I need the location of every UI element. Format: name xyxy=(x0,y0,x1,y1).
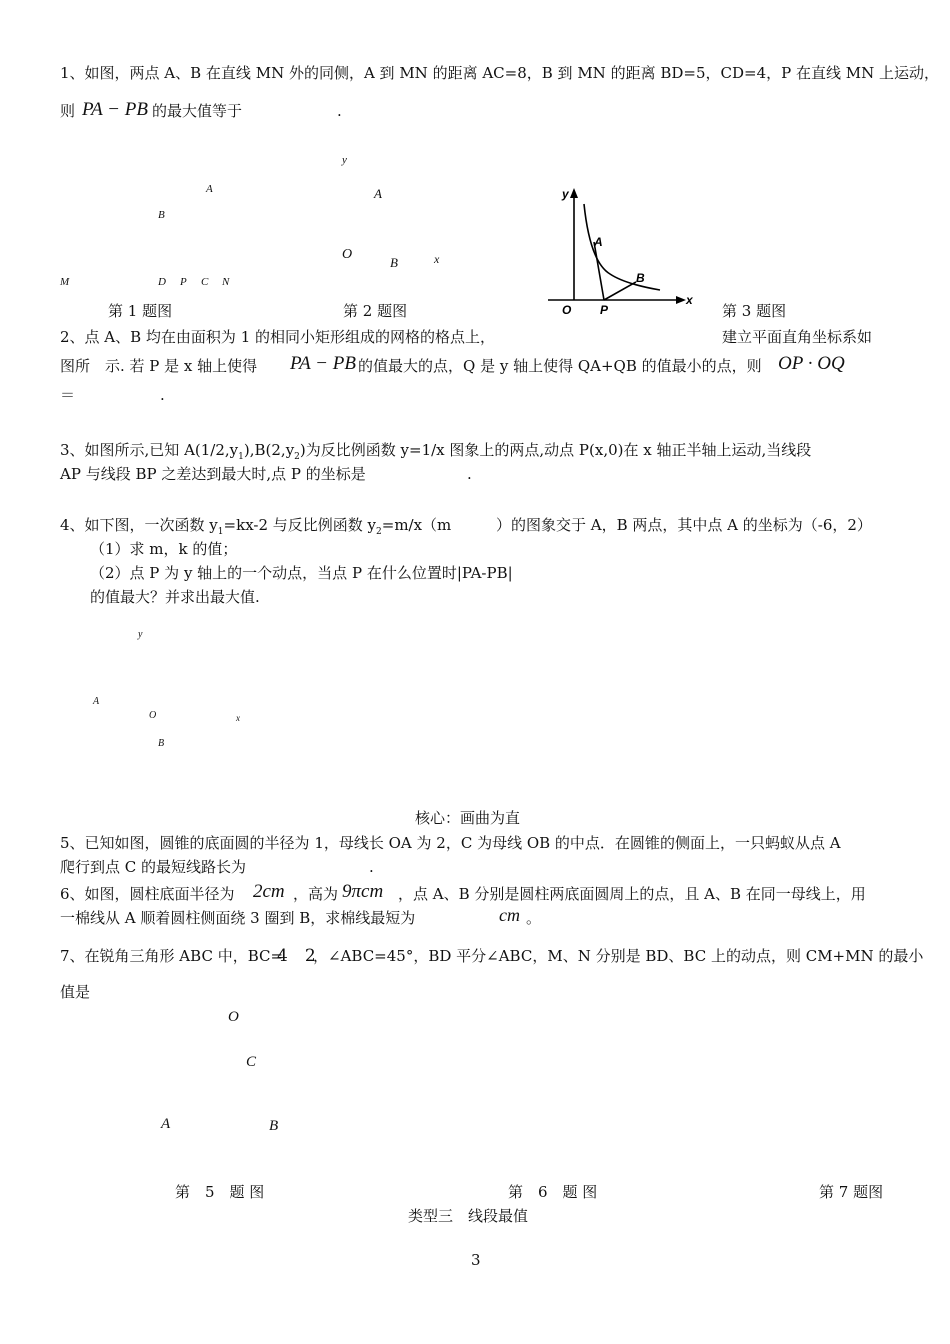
fig4-label-x: x xyxy=(236,713,240,723)
p4-line1 xyxy=(60,516,451,538)
p4-line1-d: ）的图象交于 A，B 两点，其中点 A 的坐标为（-6，2） xyxy=(496,516,872,534)
fig1-label-d: D xyxy=(158,276,166,288)
p7-line1-b: ，∠ABC=45°，BD 平分∠ABC，M、N 分别是 BD、BC 上的动点，则 CM+MN 的最小 xyxy=(313,947,924,965)
section-heading: 类型三 线段最值 xyxy=(408,1207,529,1225)
fig4-label-y: y xyxy=(138,629,143,640)
fig3-y-arrow xyxy=(570,188,578,198)
p3-line1-b: ),B(2,y xyxy=(243,441,295,459)
fig4-label-a: A xyxy=(93,696,100,707)
fig3-caption: 第 3 题图 xyxy=(722,302,787,320)
p1-line2-prefix: 则 xyxy=(60,102,76,120)
p6-line1-c: ，点 A、B 分别是圆柱两底面圆周上的点，且 A、B 在同一母线上，用 xyxy=(398,885,866,903)
p6-unit: cm xyxy=(499,905,520,925)
fig5-label-b: B xyxy=(269,1118,279,1134)
p1-end: . xyxy=(337,102,342,120)
fig2-caption: 第 2 题图 xyxy=(343,302,408,320)
fig2-label-b: B xyxy=(390,255,398,270)
p3-sub-2: 2 xyxy=(294,452,300,462)
fig3-label-a: A xyxy=(594,235,603,249)
p3-end: . xyxy=(467,465,472,483)
fig1-caption: 第 1 题图 xyxy=(108,302,173,320)
fig3-x-arrow xyxy=(676,296,686,304)
p7-line2: 值是 xyxy=(60,983,91,1001)
fig5-label-c: C xyxy=(246,1054,257,1070)
fig1-label-b: B xyxy=(158,209,165,221)
fig1-label-p: P xyxy=(180,276,187,288)
fig3-label-b: B xyxy=(636,271,645,285)
fig1-label-a: A xyxy=(206,183,213,195)
p6-line1-a: 6、如图，圆柱底面半径为 xyxy=(60,885,235,903)
p5-line2: 爬行到点 C 的最短线路长为 xyxy=(60,858,247,876)
fig2-label-o: O xyxy=(342,247,353,262)
p2-line3-end: . xyxy=(160,386,165,404)
fig3-label-y: y xyxy=(562,187,569,201)
fig7-caption: 第 7 题图 xyxy=(819,1183,884,1201)
p4-line1-a: 4、如下图，一次函数 y xyxy=(60,516,218,534)
p6-end: 。 xyxy=(526,909,542,927)
p2-line3-eq: ＝ xyxy=(60,386,76,404)
p4-sub-1: 1 xyxy=(217,527,224,537)
fig4-label-o: O xyxy=(149,710,157,721)
fig3-segment-ap xyxy=(594,242,604,300)
p4-question-3: 的值最大？并求出最大值. xyxy=(90,588,260,606)
p6-radius: 2cm xyxy=(253,881,285,902)
p4-question-2: （2）点 P 为 y 轴上的一个动点，当点 P 在什么位置时|PA-PB| xyxy=(90,564,513,582)
p2-expression-1: PA − PB xyxy=(290,353,356,374)
fig4-label-b: B xyxy=(158,738,165,749)
p4-line1-c: =m/x（m xyxy=(381,516,452,534)
p3-sub-1: 1 xyxy=(238,452,244,462)
p2-expression-2: OP · OQ xyxy=(778,353,845,374)
fig5-label-a: A xyxy=(161,1116,171,1132)
p3-line1 xyxy=(60,441,811,463)
core-heading: 核心：画曲为直 xyxy=(415,809,521,827)
p1-expression: PA − PB xyxy=(82,99,148,120)
p2-line2-a: 图所 示. 若 P 是 x 轴上使得 xyxy=(60,357,258,375)
fig1-label-c: C xyxy=(201,276,209,288)
p2-line1-b: 建立平面直角坐标系如 xyxy=(722,328,873,346)
fig3-label-p: P xyxy=(600,303,609,317)
figure-3 xyxy=(540,182,700,322)
fig3-label-o: O xyxy=(562,303,572,317)
fig1-label-n: N xyxy=(222,276,230,288)
fig2-label-x: x xyxy=(434,252,440,266)
p4-line1-b: =kx-2 与反比例函数 y xyxy=(223,516,377,534)
p2-line2-b: 的值最大的点，Q 是 y 轴上使得 QA+QB 的值最小的点，则 xyxy=(358,357,762,375)
page-number: 3 xyxy=(471,1251,481,1269)
p5-line1: 5、已知如图，圆锥的底面圆的半径为 1，母线长 OA 为 2，C 为母线 OB 的中点．在圆锥的侧面上，一只蚂蚁从点 A xyxy=(60,834,841,852)
p5-end: . xyxy=(369,858,374,876)
p3-line1-a: 3、如图所示,已知 A(1/2,y xyxy=(60,441,239,459)
p4-question-1: （1）求 m，k 的值； xyxy=(90,540,238,558)
p7-line1-a: 7、在锐角三角形 ABC 中，BC= xyxy=(60,947,284,965)
fig1-label-m: M xyxy=(60,276,70,288)
p6-line2: 一棉线从 A 顺着圆柱侧面绕 3 圈到 B，求棉线最短为 xyxy=(60,909,416,927)
p6-line1-b: ，高为 xyxy=(293,885,339,903)
p4-sub-2: 2 xyxy=(376,527,382,537)
fig5-caption: 第 5 题 图 xyxy=(175,1183,265,1201)
p1-line2-suffix: 的最大值等于 xyxy=(152,102,243,120)
fig3-segment-bp xyxy=(604,282,636,300)
p6-height: 9πcm xyxy=(342,881,384,902)
p3-line2: AP 与线段 BP 之差达到最大时,点 P 的坐标是 xyxy=(60,465,366,483)
fig5-label-o: O xyxy=(228,1009,239,1025)
p2-line1-a: 2、点 A、B 均在由面积为 1 的相同小矩形组成的网格的格点上， xyxy=(60,328,496,346)
fig2-label-y: y xyxy=(342,154,347,166)
fig3-label-x: x xyxy=(686,293,693,307)
fig2-label-a: A xyxy=(374,186,382,201)
p7-bc-value: 4 2 xyxy=(277,946,316,966)
p3-line1-c: )为反比例函数 y=1/x 图象上的两点,动点 P(x,0)在 x 轴正半轴上运动,当线段 xyxy=(299,441,812,459)
p1-line1: 1、如图，两点 A、B 在直线 MN 外的同侧，A 到 MN 的距离 AC=8，B 到 MN 的距离 BD=5，CD=4，P 在直线 MN 上运动， xyxy=(60,64,940,82)
fig6-caption: 第 6 题 图 xyxy=(508,1183,598,1201)
